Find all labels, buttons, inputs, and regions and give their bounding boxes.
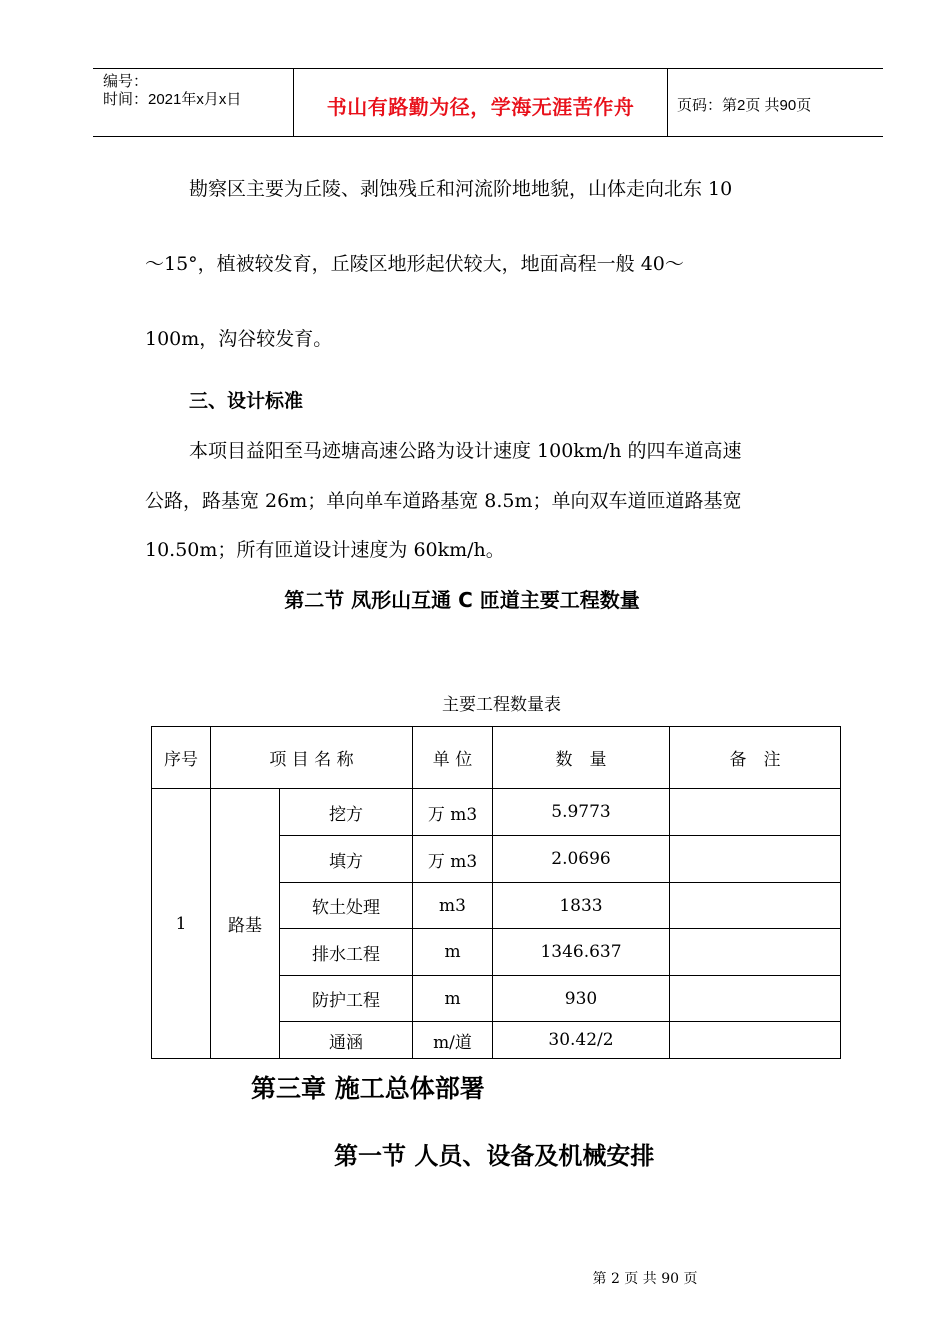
header-meta <box>93 69 293 136</box>
page-header <box>93 68 883 137</box>
section-2-title: 第二节 凤形山互通 C 匝道主要工程数量 <box>284 588 640 612</box>
row-item: 软土处理 <box>280 883 413 929</box>
row-item: 排水工程 <box>280 929 413 976</box>
chapter-3-title: 第三章 施工总体部署 <box>251 1074 485 1103</box>
row-quantity: 930 <box>493 976 670 1022</box>
row-note <box>670 883 841 929</box>
row-item: 填方 <box>280 836 413 883</box>
row-note <box>670 789 841 836</box>
page-footer: 第 2 页 共 90 页 <box>592 1271 698 1287</box>
table-caption: 主要工程数量表 <box>442 695 561 715</box>
paragraph-1-line-2: ～15°，植被较发育，丘陵区地形起伏较大，地面高程一般 40～ <box>145 253 684 275</box>
row-unit: m/道 <box>413 1022 493 1059</box>
row-note <box>670 1022 841 1059</box>
row-unit: m3 <box>413 883 493 929</box>
heading-design-standard: 三、设计标准 <box>189 390 304 412</box>
row-note <box>670 929 841 976</box>
header-item-name: 项 目 名 称 <box>211 727 413 789</box>
row-unit: m <box>413 929 493 976</box>
row-item: 通涵 <box>280 1022 413 1059</box>
header-motto-cell <box>293 69 668 136</box>
row-note <box>670 836 841 883</box>
header-quantity: 数 量 <box>493 727 670 789</box>
number-label: 编号： <box>103 73 149 90</box>
header-page-cell <box>667 69 883 136</box>
header-unit: 单 位 <box>413 727 493 789</box>
time-label: 时间：2021年x月x日 <box>103 91 242 108</box>
table-row <box>152 789 841 836</box>
row-quantity: 1833 <box>493 883 670 929</box>
paragraph-2-line-2: 公路，路基宽 26m；单向单车道路基宽 8.5m；单向双车道匝道路基宽 <box>145 490 742 512</box>
row-quantity: 2.0696 <box>493 836 670 883</box>
motto: 书山有路勤为径，学海无涯苦作舟 <box>326 95 635 119</box>
header-index: 序号 <box>152 727 211 789</box>
paragraph-1-line-3: 100m，沟谷较发育。 <box>145 328 333 350</box>
quantities-table <box>151 726 841 1059</box>
row-quantity: 5.9773 <box>493 789 670 836</box>
chapter-3-section-1-title: 第一节 人员、设备及机械安排 <box>334 1142 655 1170</box>
row-item: 挖方 <box>280 789 413 836</box>
row-unit: 万 m3 <box>413 836 493 883</box>
group-name: 路基 <box>211 789 280 1059</box>
row-quantity: 30.42/2 <box>493 1022 670 1059</box>
page-info: 页码：第2页 共90页 <box>677 97 812 114</box>
row-unit: 万 m3 <box>413 789 493 836</box>
paragraph-2-line-1: 本项目益阳至马迹塘高速公路为设计速度 100km/h 的四车道高速 <box>189 440 742 462</box>
group-index: 1 <box>152 789 211 1059</box>
row-note <box>670 976 841 1022</box>
table-header-row <box>152 727 841 789</box>
paragraph-2-line-3: 10.50m；所有匝道设计速度为 60km/h。 <box>145 539 505 561</box>
header-note: 备 注 <box>670 727 841 789</box>
row-quantity: 1346.637 <box>493 929 670 976</box>
paragraph-1-line-1: 勘察区主要为丘陵、剥蚀残丘和河流阶地地貌，山体走向北东 10 <box>189 178 733 200</box>
row-unit: m <box>413 976 493 1022</box>
row-item: 防护工程 <box>280 976 413 1022</box>
